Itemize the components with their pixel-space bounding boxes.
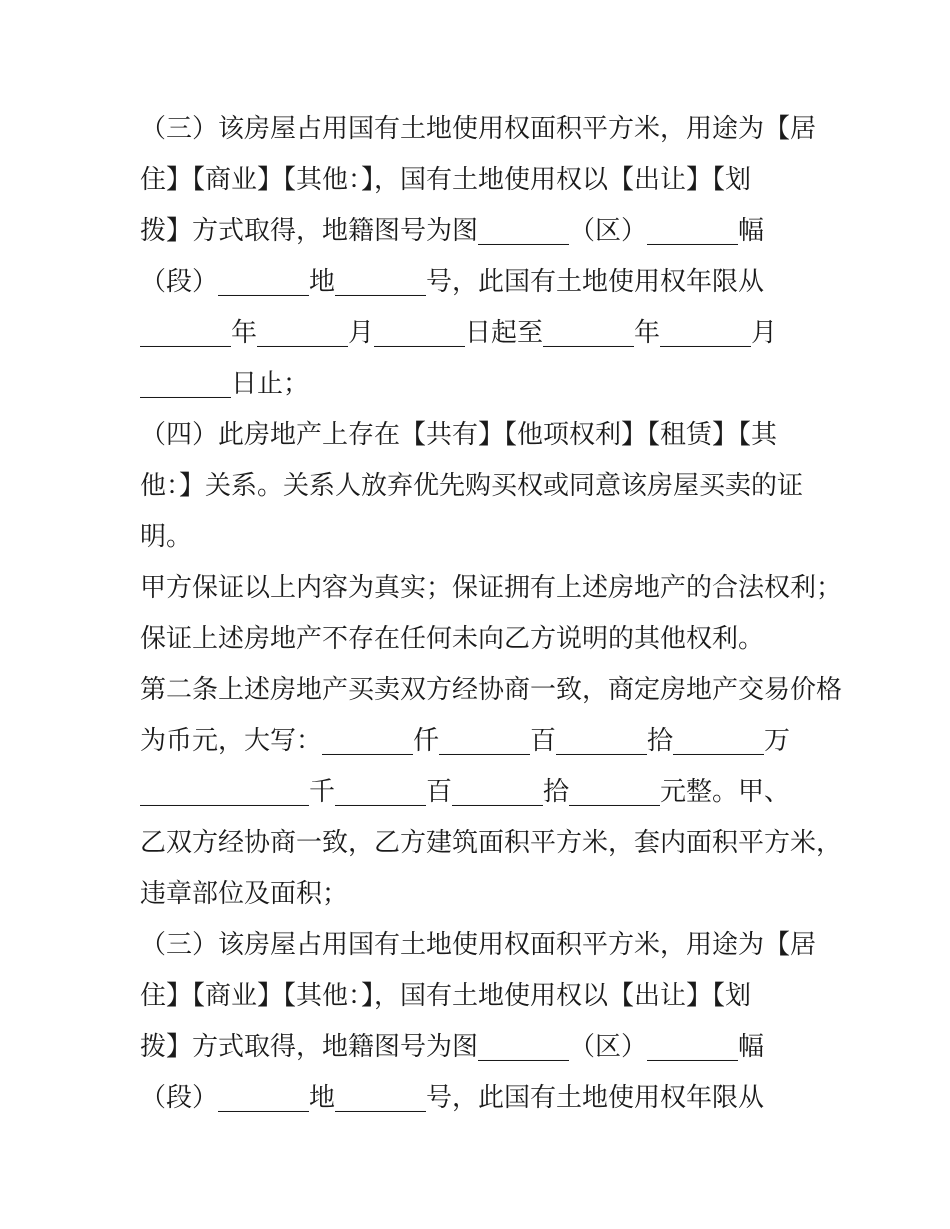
paragraph-line: （四）此房地产上存在【共有】【他项权利】【租赁】【其 (140, 420, 778, 450)
paragraph-line: （段）_______地_______号，此国有土地使用权年限从 (140, 267, 765, 297)
paragraph-line: 他：】关系。关系人放弃优先购买权或同意该房屋买卖的证 (140, 471, 804, 501)
paragraph-line: 保证上述房地产不存在任何未向乙方说明的其他权利。 (140, 624, 765, 654)
paragraph-line: 违章部位及面积； (140, 879, 349, 909)
paragraph-line: （三）该房屋占用国有土地使用权面积平方米，用途为【居 (140, 114, 817, 144)
paragraph-line: 甲方保证以上内容为真实；保证拥有上述房地产的合法权利； (140, 573, 843, 603)
paragraph-line: _______日止； (140, 369, 310, 399)
paragraph-line: _______年_______月_______日起至_______年_______月 (140, 318, 778, 348)
paragraph-line: 乙双方经协商一致，乙方建筑面积平方米，套内面积平方米， (140, 828, 843, 858)
paragraph-line: 拨】方式取得，地籍图号为图_______（区）_______幅 (140, 216, 765, 246)
paragraph-line: 住】【商业】【其他：】，国有土地使用权以【出让】【划 (140, 165, 752, 195)
paragraph-line: （段）_______地_______号，此国有土地使用权年限从 (140, 1083, 765, 1113)
paragraph-line: 拨】方式取得，地籍图号为图_______（区）_______幅 (140, 1032, 765, 1062)
paragraph-line: _____________千_______百_______拾_______元整。甲、 (140, 777, 791, 807)
paragraph-line: 为币元，大写：_______仟_______百_______拾_______万 (140, 726, 791, 756)
paragraph-line: 第二条上述房地产买卖双方经协商一致，商定房地产交易价格 (140, 675, 843, 705)
paragraph-line: （三）该房屋占用国有土地使用权面积平方米，用途为【居 (140, 930, 817, 960)
paragraph-line: 住】【商业】【其他：】，国有土地使用权以【出让】【划 (140, 981, 752, 1011)
paragraph-line: 明。 (140, 522, 193, 552)
